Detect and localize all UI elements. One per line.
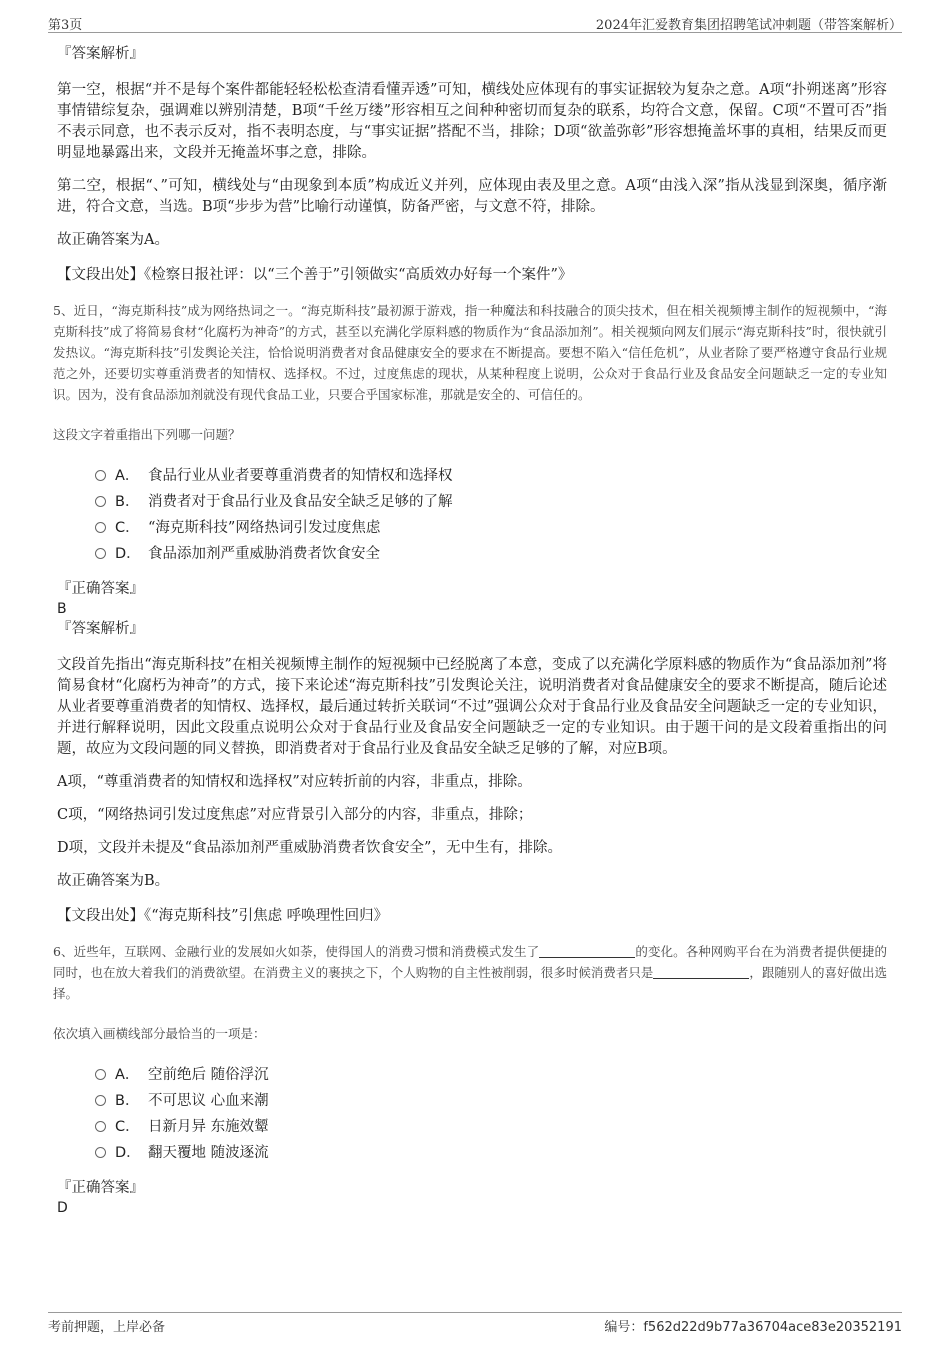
page-footer: [48, 1312, 902, 1335]
q6-option-d[interactable]: [95, 1140, 887, 1166]
q6-stem-part-2: 的变化。各种网购平台在为消费者提供便捷的同时，也在放大着我们的消费欲望。在消费主义的裹挟之下，个人购物的自主性被削弱，很多时候消费者只是: [53, 944, 887, 980]
page-header: [48, 12, 902, 33]
q6-stem-part-1: 6、近些年，互联网、金融行业的发展如火如荼，使得国人的消费习惯和消费模式发生了: [53, 944, 540, 959]
fill-blank-2: [653, 964, 749, 979]
option-text: 食品添加剂严重威胁消费者饮食安全: [148, 546, 380, 562]
option-letter: B．: [115, 1093, 140, 1109]
q5-answer: B: [57, 601, 67, 617]
q5-option-d[interactable]: [95, 541, 887, 567]
q6-answer-label: 『正确答案』: [57, 1180, 144, 1196]
radio-icon[interactable]: [95, 1069, 106, 1080]
radio-icon[interactable]: [95, 1147, 106, 1158]
q5-answer-label: 『正确答案』: [57, 581, 144, 597]
q4-source: 【文段出处】《检察日报社评：以“三个善于”引领做实“高质效办好每一个案件”》: [57, 267, 573, 283]
q4-analysis-label: 『答案解析』: [57, 46, 144, 62]
radio-icon[interactable]: [95, 470, 106, 481]
q5-option-c[interactable]: [95, 515, 887, 541]
q6-option-a[interactable]: [95, 1062, 887, 1088]
code-label: 编号：: [604, 1320, 644, 1335]
q5-analysis-paragraph-2: A项，“尊重消费者的知情权和选择权”对应转折前的内容，非重点，排除。: [57, 774, 532, 790]
radio-icon[interactable]: [95, 522, 106, 533]
document-code: [604, 1316, 902, 1335]
radio-icon[interactable]: [95, 1095, 106, 1106]
q6-answer: D: [57, 1200, 68, 1216]
q6-options: [95, 1062, 887, 1166]
q5-options: [95, 463, 887, 567]
code-value: f562d22d9b77a36704ace83e20352191: [643, 1320, 902, 1335]
q4-conclusion: 故正确答案为A。: [57, 232, 169, 248]
option-text: 食品行业从业者要尊重消费者的知情权和选择权: [148, 468, 453, 484]
option-text: 消费者对于食品行业及食品安全缺乏足够的了解: [148, 494, 453, 510]
q4-analysis-paragraph-2: 第二空，根据“、”可知，横线处与“由现象到本质”构成近义并列，应体现由表及里之意。A项“由浅入深”指从浅显到深奥，循序渐进，符合文意，当选。B项“步步为营”比喻行动谨慎，防备严密，与文意不符，排除。: [57, 178, 887, 215]
q4-analysis-paragraph-1: 第一空，根据“并不是每个案件都能轻轻松松查清看懂弄透”可知，横线处应体现有的事实证据较为复杂之意。A项“扑朔迷离”形容事情错综复杂，强调难以辨别清楚，B项“千丝万缕”形容相互之间种种密切而复杂的联系，均符合文意，保留。C项“不置可否”指不表示同意，也不表示反对，指不表明态度，与“事实证据”搭配不当，排除；D项“欲盖弥彰”形容想掩盖坏事的真相，结果反而更明显地暴露出来，文段并无掩盖坏事之意，排除。: [57, 82, 887, 161]
option-text: 不可思议 心血来潮: [148, 1093, 269, 1109]
q5-analysis-paragraph-4: D项，文段并未提及“食品添加剂严重威胁消费者饮食安全”，无中生有，排除。: [57, 840, 562, 856]
option-letter: C．: [115, 520, 140, 536]
q5-prompt: 这段文字着重指出下列哪一问题？: [53, 427, 241, 442]
option-text: 日新月异 东施效颦: [148, 1119, 269, 1135]
page-number: 第3页: [48, 18, 83, 33]
q6-stem-part-3: ，跟随别人的喜好做出选择。: [53, 965, 887, 1001]
fill-blank-1: [539, 943, 635, 958]
q5-conclusion: 故正确答案为B。: [57, 873, 170, 889]
option-text: 翻天覆地 随波逐流: [148, 1145, 269, 1161]
q6-prompt: 依次填入画横线部分最恰当的一项是：: [53, 1026, 266, 1041]
q5-option-a[interactable]: [95, 463, 887, 489]
footer-slogan: 考前押题，上岸必备: [48, 1320, 166, 1335]
q5-stem: 5、近日，“海克斯科技”成为网络热词之一。“海克斯科技”最初源于游戏，指一种魔法和科技融合的顶尖技术，但在相关视频博主制作的短视频中，“海克斯科技”成了将简易食材“化腐朽为神奇”的方式，甚至以充满化学原料感的物质作为“食品添加剂”。相关视频向网友们展示“海克斯科技”时，很快就引发热议。“海克斯科技”引发舆论关注，恰恰说明消费者对食品健康安全的要求在不断提高。要想不陷入“信任危机”，从业者除了要严格遵守食品行业规范之外，还要切实尊重消费者的知情权、选择权。不过，过度焦虑的现状，从某种程度上说明，公众对于食品行业及食品安全问题缺乏一定的专业知识。因为，没有食品添加剂就没有现代食品工业，只要合乎国家标准，那就是安全的、可信任的。: [53, 303, 887, 402]
option-text: 空前绝后 随俗浮沉: [148, 1067, 269, 1083]
q5-option-b[interactable]: [95, 489, 887, 515]
q5-analysis-label: 『答案解析』: [57, 621, 144, 637]
option-letter: A．: [115, 468, 140, 484]
radio-icon[interactable]: [95, 1121, 106, 1132]
q5-analysis-paragraph-1: 文段首先指出“海克斯科技”在相关视频博主制作的短视频中已经脱离了本意，变成了以充满化学原料感的物质作为“食品添加剂”将简易食材“化腐朽为神奇”的方式，接下来论述“海克斯科技”引发舆论关注，说明消费者对食品健康安全的要求不断提高，随后论述从业者要尊重消费者的知情权、选择权，最后通过转折关联词“不过”强调公众对于食品行业及食品安全问题缺乏一定的专业知识，并进行解释说明，因此文段重点说明公众对于食品行业及食品安全问题缺乏一定的专业知识。由于题干问的是文段着重指出的问题，故应为文段问题的同义替换，即消费者对于食品行业及食品安全缺乏足够的了解，对应B项。: [57, 657, 887, 757]
document-title: 2024年汇爱教育集团招聘笔试冲刺题（带答案解析）: [595, 18, 902, 33]
option-text: “海克斯科技”网络热词引发过度焦虑: [148, 520, 381, 536]
q6-option-c[interactable]: [95, 1114, 887, 1140]
option-letter: C．: [115, 1119, 140, 1135]
q5-analysis-paragraph-3: C项，“网络热词引发过度焦虑”对应背景引入部分的内容，非重点，排除；: [57, 807, 533, 823]
q5-source: 【文段出处】《“海克斯科技”引焦虑 呼唤理性回归》: [57, 908, 389, 924]
q6-stem: [53, 941, 887, 1004]
radio-icon[interactable]: [95, 548, 106, 559]
option-letter: D．: [115, 546, 141, 562]
q6-option-b[interactable]: [95, 1088, 887, 1114]
option-letter: D．: [115, 1145, 141, 1161]
option-letter: A．: [115, 1067, 140, 1083]
radio-icon[interactable]: [95, 496, 106, 507]
page-content: [53, 44, 887, 1218]
option-letter: B．: [115, 494, 140, 510]
